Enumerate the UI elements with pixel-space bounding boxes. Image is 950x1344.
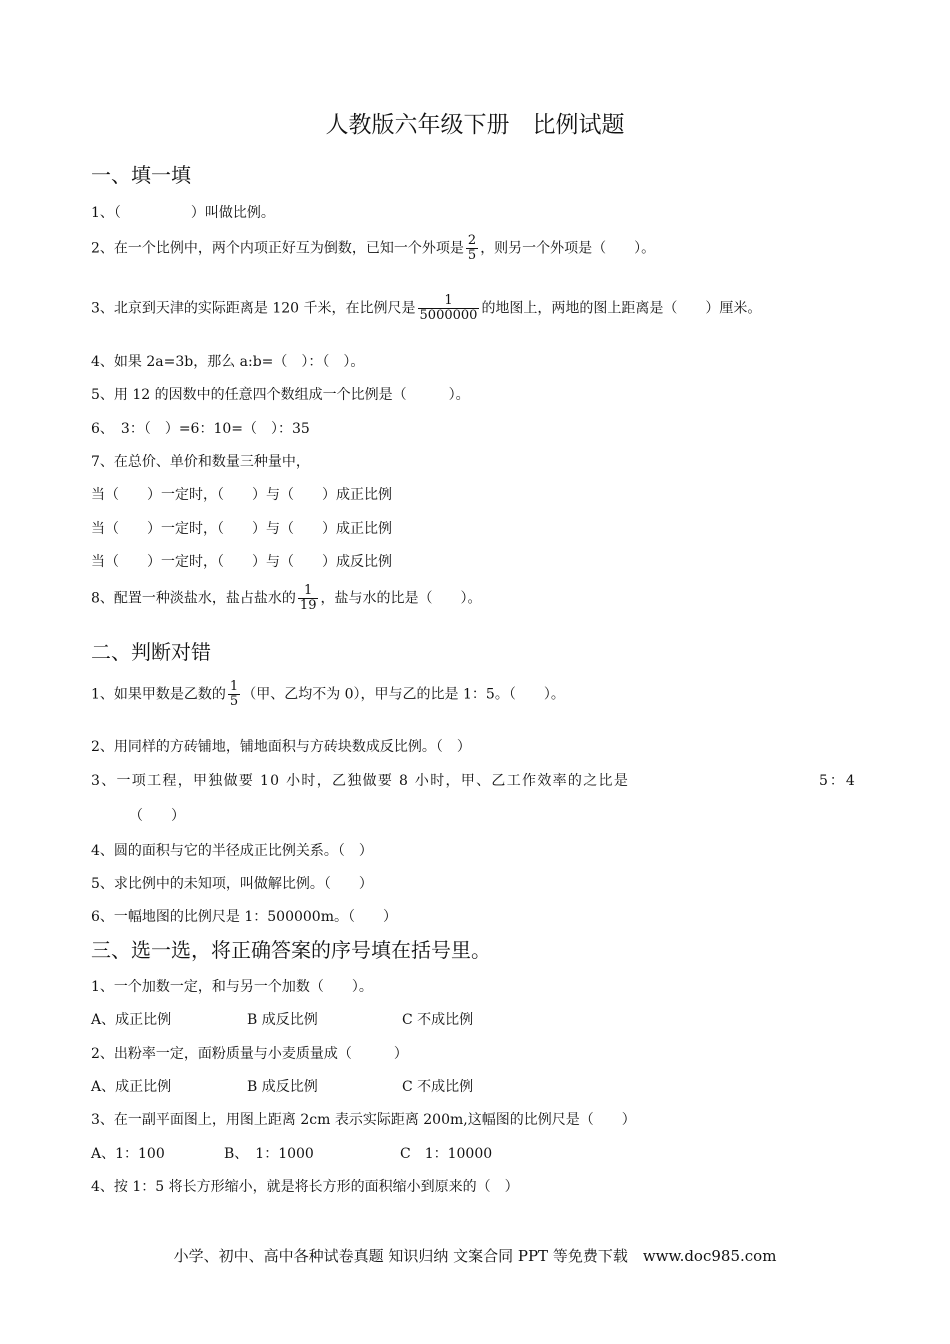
- s1-q2-fraction: [466, 234, 478, 263]
- s3-question-4: 4、按 1：5 将长方形缩小，就是将长方形的面积缩小到原来的（ ）: [91, 1179, 519, 1195]
- s1-q8-denominator: 19: [299, 598, 317, 613]
- s2-question-5: 5、求比例中的未知项，叫做解比例。（ ）: [91, 876, 373, 892]
- s1-q3-denominator: 5000000: [419, 308, 478, 323]
- s1-question-2: [91, 234, 655, 263]
- s1-question-1: 1、（ ）叫做比例。: [91, 205, 275, 221]
- s1-q8-numerator: 1: [298, 584, 319, 599]
- s2-q1-numerator: 1: [229, 679, 239, 694]
- s1-q3-text-pre: 3、北京到天津的实际距离是 120 千米，在比例尺是: [91, 300, 416, 317]
- s1-q8-text-post: ，盐与水的比是（ ）。: [320, 590, 482, 607]
- s2-question-1: [91, 680, 565, 709]
- s2-q1-text-pre: 1、如果甲数是乙数的: [91, 686, 226, 703]
- s3-question-2: 2、出粉率一定，面粉质量与小麦质量成（ ）: [91, 1046, 408, 1062]
- s2-question-3-ratio: 5：4: [819, 773, 857, 789]
- s3-q1-option-c: C 不成比例: [402, 1012, 474, 1028]
- s3-q2-option-c: C 不成比例: [402, 1079, 474, 1095]
- s1-question-3: [91, 294, 761, 323]
- s2-question-3: 3、一项工程，甲独做要 10 小时，乙独做要 8 小时，甲、乙工作效率的之比是: [91, 773, 630, 789]
- s1-question-4: 4、如果 2a=3b，那么 a:b=（ ）：（ ）。: [91, 354, 365, 370]
- s1-question-7c: 当（ ）一定时，（ ）与（ ）成反比例: [91, 554, 392, 570]
- s1-q8-text-pre: 8、配置一种淡盐水，盐占盐水的: [91, 590, 296, 607]
- s2-question-2: 2、用同样的方砖铺地，铺地面积与方砖块数成反比例。（ ）: [91, 739, 471, 755]
- s1-question-5: 5、用 12 的因数中的任意四个数组成一个比例是（ ）。: [91, 387, 470, 403]
- s1-q2-text-pre: 2、在一个比例中，两个内项正好互为倒数，已知一个外项是: [91, 240, 464, 257]
- s1-question-6: 6、 3：（ ）=6：10=（ ）：35: [91, 421, 310, 437]
- s3-q3-option-c: C 1：10000: [400, 1146, 493, 1162]
- s1-q3-numerator: 1: [418, 294, 480, 309]
- s3-q2-option-a: A、成正比例: [91, 1079, 172, 1095]
- s1-q3-fraction: [418, 294, 480, 323]
- page-footer: 小学、初中、高中各种试卷真题 知识归纳 文案合同 PPT 等免费下载 www.doc985.com: [173, 1247, 777, 1265]
- s2-q1-denominator: 5: [229, 694, 239, 709]
- s3-q3-option-a: A、1：100: [91, 1146, 165, 1162]
- s1-q2-denominator: 5: [467, 248, 477, 263]
- s2-question-4: 4、圆的面积与它的半径成正比例关系。（ ）: [91, 843, 373, 859]
- page-title: 人教版六年级下册 比例试题: [325, 112, 625, 138]
- section1-heading: 一、填一填: [91, 163, 191, 187]
- s1-question-7: 7、在总价、单价和数量三种量中，: [91, 454, 310, 470]
- s1-question-8: [91, 584, 481, 613]
- s2-question-3-paren: （ ）: [129, 808, 185, 824]
- s1-q2-text-post: ，则另一个外项是（ ）。: [480, 240, 656, 257]
- section3-heading: 三、选一选，将正确答案的序号填在括号里。: [91, 938, 491, 962]
- s3-q3-option-b: B、 1：1000: [224, 1146, 314, 1162]
- s1-q8-fraction: [298, 584, 319, 613]
- s1-question-7b: 当（ ）一定时，（ ）与（ ）成正比例: [91, 521, 392, 537]
- s1-question-7a: 当（ ）一定时，（ ）与（ ）成正比例: [91, 487, 392, 503]
- s1-q3-text-post: 的地图上，两地的图上距离是（ ）厘米。: [481, 300, 762, 317]
- s3-question-1: 1、一个加数一定，和与另一个加数（ ）。: [91, 979, 373, 995]
- s3-q1-option-b: B 成反比例: [247, 1012, 318, 1028]
- s3-q2-option-b: B 成反比例: [247, 1079, 318, 1095]
- s2-question-6: 6、一幅地图的比例尺是 1：500000m。（ ）: [91, 909, 397, 925]
- s3-question-3: 3、在一副平面图上，用图上距离 2cm 表示实际距离 200m,这幅图的比例尺是（ ）: [91, 1112, 636, 1128]
- s2-q1-text-post: （甲、乙均不为 0），甲与乙的比是 1：5。（ ）。: [242, 686, 565, 703]
- s1-q2-numerator: 2: [467, 233, 477, 248]
- section2-heading: 二、判断对错: [91, 640, 211, 664]
- s2-q1-fraction: [228, 680, 240, 709]
- s3-q1-option-a: A、成正比例: [91, 1012, 172, 1028]
